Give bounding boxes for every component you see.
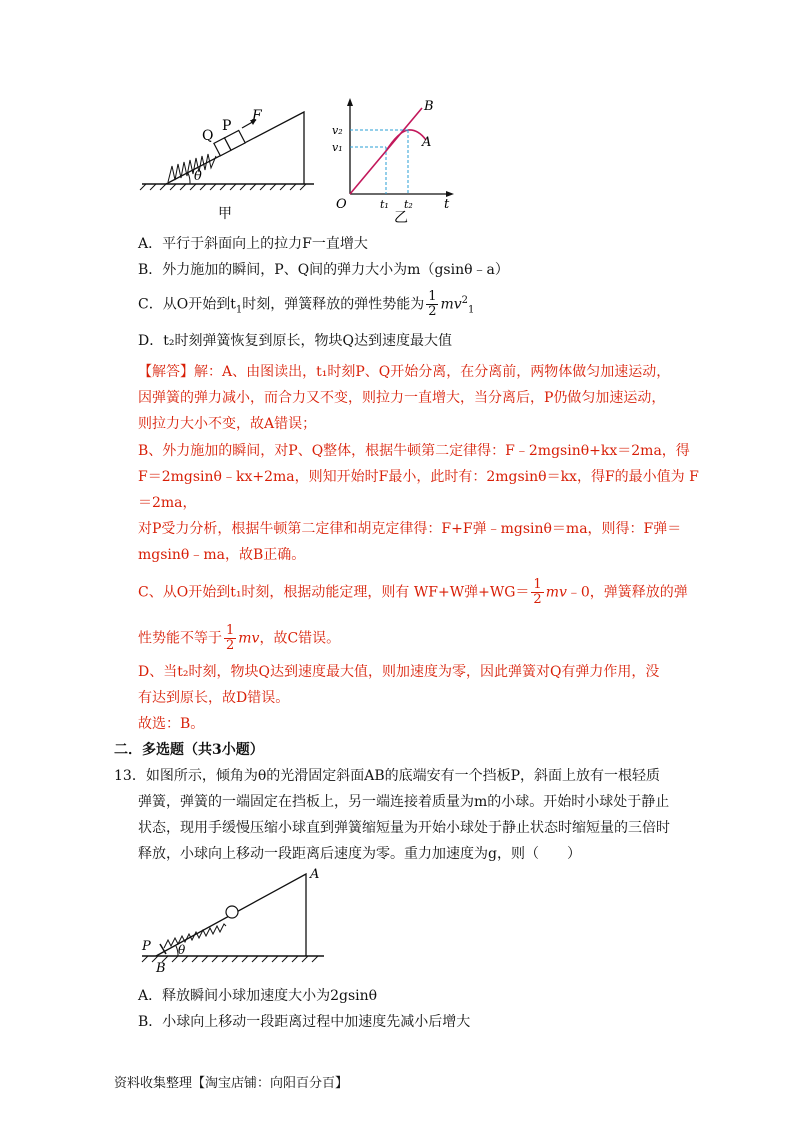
section-title: 二．多选题（共3小题）	[114, 742, 264, 758]
label-v1: v₁	[332, 141, 343, 154]
answer-line-4: B、外力施加的瞬间，对P、Q整体，根据牛顿第二定律得：F﹣2mgsinθ+kx＝2ma，得	[138, 443, 690, 459]
label-t2: t₂	[404, 198, 413, 211]
answer-line-7: 对P受力分析，根据牛顿第二定律和胡克定律得：F+F弹﹣mgsinθ＝ma，则得：F弹＝	[138, 521, 682, 537]
answer-line-6: ＝2ma，	[138, 495, 197, 511]
q13-label-p: P	[142, 939, 151, 954]
label-b: B	[424, 99, 434, 114]
label-q: Q	[202, 128, 214, 144]
label-theta: θ	[194, 169, 202, 184]
label-t1: t₁	[380, 198, 389, 211]
label-v2: v₂	[332, 124, 343, 137]
answer-line-2: 因弹簧的弹力减小，而合力又不变，则拉力一直增大，当分离后，P仍做匀加速运动，	[138, 390, 666, 406]
option-d: D．t₂时刻弹簧恢复到原长，物块Q达到速度最大值	[138, 333, 452, 349]
option-a: A．平行于斜面向上的拉力F一直增大	[138, 236, 368, 252]
q13-option-b: B．小球向上移动一段距离过程中加速度先减小后增大	[138, 1014, 471, 1030]
answer-line-9: C、从O开始到t₁时刻，根据动能定理，则有 WF+W弹+WG＝ $\frac{1}{2}$ mv﹣0，弹簧释放的弹	[138, 577, 688, 607]
q13-option-a: A．释放瞬间小球加速度大小为2gsinθ	[138, 988, 378, 1004]
q13-line-3: 状态，现用手缓慢压缩小球直到弹簧缩短量为开始小球处于静止状态时缩短量的三倍时	[138, 820, 670, 836]
q13-line-2: 弹簧，弹簧的一端固定在挡板上，另一端连接着质量为m的小球。开始时小球处于静止	[138, 794, 670, 810]
option-c-expr: mv	[440, 296, 462, 313]
q13-line-1: 13．如图所示，倾角为θ的光滑固定斜面AB的底端安有一个挡板P，斜面上放有一根轻质	[114, 768, 661, 784]
answer-line-3: 则拉力大小不变，故A错误；	[138, 416, 317, 432]
option-c-mid: 时刻，弹簧释放的弹性势能为	[242, 296, 425, 313]
answer-line-12: 有达到原长，故D错误。	[138, 690, 290, 706]
answer-line-10: 性势能不等于 $\frac{1}{2}$ mv，故C错误。	[138, 623, 341, 653]
figure-jia	[138, 98, 318, 226]
q13-label-theta: θ	[178, 943, 186, 957]
answer-line-1: 【解答】解：A、由图读出，t₁时刻P、Q开始分离，在分离前，两物体做匀加速运动，	[138, 364, 671, 380]
label-a: A	[422, 135, 432, 150]
option-b: B．外力施加的瞬间，P、Q间的弹力大小为m（gsinθ﹣a）	[138, 262, 509, 278]
answer-line-11: D、当t₂时刻，物块Q达到速度最大值，则加速度为零，因此弹簧对Q有弹力作用，没	[138, 664, 660, 680]
option-c-sub: 1	[235, 304, 243, 316]
answer-line-5: F＝2mgsinθ﹣kx+2ma，则知开始时F最小，此时有：2mgsinθ＝kx，得F的最小值为 F	[138, 469, 699, 485]
q13-figure	[138, 866, 328, 978]
label-t: t	[444, 197, 450, 212]
option-c-pre: C．从O开始到t	[138, 296, 236, 313]
footer-note: 资料收集整理【淘宝店铺：向阳百分百】	[114, 1076, 349, 1091]
figure-yi	[330, 96, 460, 228]
q13-label-b: B	[156, 961, 166, 976]
q13-label-a: A	[310, 867, 320, 882]
label-jia: 甲	[218, 206, 232, 222]
answer-line-13: 故选：B。	[138, 716, 205, 732]
answer-line-8: mgsinθ﹣ma，故B正确。	[138, 547, 306, 563]
label-o: O	[336, 197, 347, 212]
label-p: P	[222, 118, 232, 134]
label-yi: 乙	[394, 210, 408, 226]
label-f: F	[252, 108, 262, 124]
option-c-fraction: $\frac{1}{2}$	[428, 289, 437, 319]
q13-line-4: 释放，小球向上移动一段距离后速度为零。重力加速度为g，则（ ）	[138, 846, 581, 862]
option-c: C．从O开始到$t_1$时刻，弹簧释放的弹性势能为 $\frac{1}{2}$ $mv^2_1$	[138, 289, 475, 319]
